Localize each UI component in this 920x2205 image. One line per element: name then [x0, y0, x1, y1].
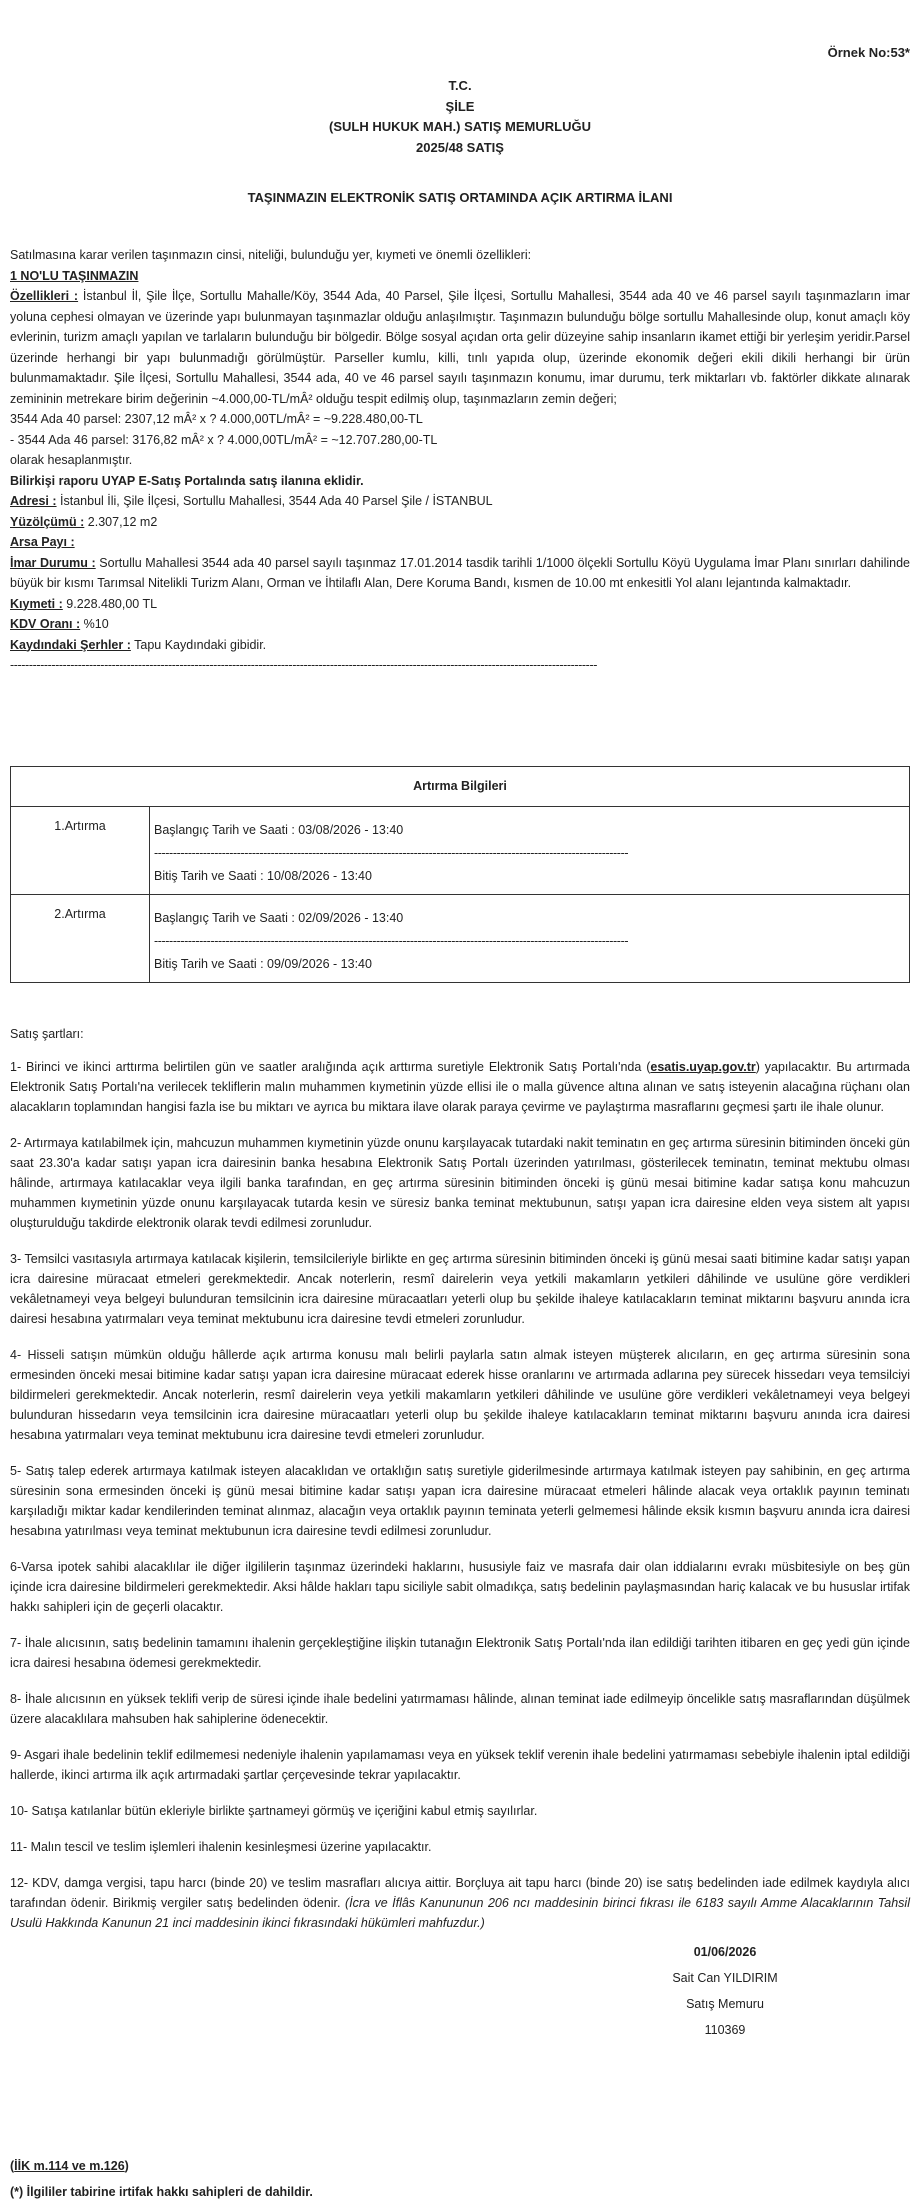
property-heading: 1 NO'LU TAŞINMAZIN: [10, 268, 139, 283]
start-label: Başlangıç Tarih ve Saati :: [154, 822, 299, 837]
signature-id: 110369: [704, 2022, 746, 2037]
auction-dates: [150, 806, 910, 894]
condition-item: 11- Malın tescil ve teslim işlemleri ihalenin kesinleşmesi üzerine yapılacaktır.: [10, 1839, 432, 1854]
end-datetime: [154, 953, 905, 976]
start-datetime: [154, 819, 905, 842]
records-label: Kaydındaki Şerhler :: [10, 637, 131, 652]
end-label: Bitiş Tarih ve Saati :: [154, 956, 268, 971]
value-row: [10, 594, 910, 615]
auction-divider: ------------------------------------------------------------------------------------------------------------------------------: [154, 845, 629, 860]
header-line-4: 2025/48 SATIŞ: [416, 139, 504, 155]
area-row: [10, 512, 910, 533]
area-label: Yüzölçümü :: [10, 514, 85, 529]
end-value: 09/09/2026 - 13:40: [267, 956, 372, 971]
condition-text: ) yapılacaktır. Bu artırmada Elektronik Satış Portalı'na verilecek tekliflerin malın muhammen kıymetinin yüzde ellisi ile o malla güvence altına alınan ve satış isteyenin alacağına rüçhanı olan alacakların toplamından hangisi fazla ise bu miktarı ve ayrıca bu miktara ilave olarak paraya çevirme ve paylaştırma masraflarını geçmesi şartı ile ihale olunur.: [10, 1059, 911, 1114]
end-datetime: [154, 865, 905, 888]
header-line-3: (SULH HUKUK MAH.) SATIŞ MEMURLUĞU: [329, 119, 591, 134]
property-section: [10, 245, 910, 676]
end-value: 10/08/2026 - 13:40: [267, 868, 372, 883]
zoning-value: Sortullu Mahallesi 3544 ada 40 parsel sayılı taşınmaz 17.01.2014 tasdik tarihli 1/1000 ölçekli Sortullu Köyü Uygulama İmar Planı sınırları dahilinde büyük bir kısmı Tarımsal Nitelikli Turizm Alanı, Orman ve İhtilaflı Alan, Dere Koruma Bandı, kısmen de 10.00 mt enkesitli Yol alanı lejantında kalmaktadır.: [10, 555, 910, 590]
condition-item: 7- İhale alıcısının, satış bedelinin tamamını ihalenin gerçekleştiğine ilişkin tutanağın Elektronik Satış Portalı'nda ilan edildiği tarihten itibaren en geç yedi gün içinde icra dairesi hesabına ödemesi gerekmektedir.: [10, 1635, 910, 1670]
condition-item: 6-Varsa ipotek sahibi alacaklılar ile diğer ilgililerin taşınmaz üzerindeki haklarını, hususiyle faiz ve masrafa dair olan iddialarını evrakı müsbitesiyle on beş gün içinde icra dairesine bildirmeleri gerekmektedir. Aksi hâlde hakları tapu siciliyle sabit olmadıkça, satış bedelinin paylaşmasından hariç kalacak ve bu hususlar irtifak hakkı sahipleri için de geçerli olacaktır.: [10, 1559, 910, 1614]
zoning-label: İmar Durumu :: [10, 555, 96, 570]
start-datetime: [154, 907, 905, 930]
footer-paren: ): [124, 2158, 129, 2173]
calc-line-1: 3544 Ada 40 parsel: 2307,12 mÂ² x ? 4.000,00TL/mÂ² = ~9.228.480,00-TL: [10, 412, 423, 426]
condition-legal-note: (İcra ve İflâs Kanununun 206 ncı maddesinin birinci fıkrası ile 6183 sayılı Amme Alacaklarının Tahsil Usulü Hakkında Kanunun 21 inci maddesinin ikinci fıkrasındaki hükümleri mahfuzdur.): [10, 1895, 910, 1930]
intro-text: Satılmasına karar verilen taşınmazın cinsi, niteliği, bulunduğu yer, kıymeti ve önemli özellikleri:: [10, 248, 532, 262]
auction-table-heading: Artırma Bilgileri: [11, 766, 910, 806]
condition-text: 1- Birinci ve ikinci arttırma belirtilen gün ve saatler aralığında açık arttırma suretiyle Elektronik Satış Portalı'nda (: [10, 1059, 651, 1074]
records-row: [10, 635, 910, 656]
start-value: 02/09/2026 - 13:40: [298, 910, 404, 925]
condition-item: 2- Artırmaya katılabilmek için, mahcuzun muhammen kıymetinin yüzde onunu karşılayacak tutardaki nakit teminatın en geç artırma süresinin bitiminden önceki gün saat 23.30'a kadar satışı yapan icra dairesinin banka hesabına Elektronik Satış Portalı üzerinden yatırılması, gösterilecek teminatın, teminat mektubu olması hâlinde, artırmaya katılacaklar veya ilgili banka tarafından, en geç artırma süresinin bitiminden önceki iş günü mesai bitimine kadar satışa konu mahcuzun muhammen kıymetinin yüzde onunu karşılayacak tutarda kesin ve süresiz banka teminat mektubunun, satışı yapan icra dairesine elden veya sistem alt yapısı oluşturulduğu takdirde elektronik olarak tevdi edilmesi zorunludur.: [10, 1135, 910, 1230]
calc-line-2: - 3544 Ada 46 parsel: 3176,82 mÂ² x ? 4.000,00TL/mÂ² = ~12.707.280,00-TL: [10, 432, 438, 447]
features-paragraph: [10, 286, 910, 409]
signature-block: [575, 1939, 875, 2043]
signature-role: Satış Memuru: [686, 1996, 764, 2011]
zoning-row: [10, 553, 910, 594]
address-row: [10, 491, 910, 512]
records-value: Tapu Kaydındaki gibidir.: [130, 637, 267, 652]
condition-item: [10, 1873, 910, 1933]
value-amount: 9.228.480,00 TL: [62, 596, 158, 611]
address-label: Adresi :: [10, 494, 57, 508]
condition-item: [10, 1057, 910, 1117]
auction-number: 2.Artırma: [11, 894, 150, 982]
auction-row-1: [11, 806, 910, 894]
vat-label: KDV Oranı :: [10, 617, 81, 631]
condition-item: 10- Satışa katılanlar bütün ekleriyle birlikte şartnameyi görmüş ve içeriğini kabul etmiş sayılırlar.: [10, 1803, 538, 1818]
start-label: Başlangıç Tarih ve Saati :: [154, 910, 299, 925]
value-label: Kıymeti :: [10, 596, 63, 611]
condition-item: 8- İhale alıcısının en yüksek teklifi verip de süresi içinde ihale bedelini yatırmaması hâlinde, alınan teminat iade edilmeyip öncelikle satış masraflarından düşülmek üzere alacaklılara mahsuben hak sahiplerine ödenecektir.: [10, 1691, 910, 1726]
auction-number: 1.Artırma: [11, 806, 150, 894]
document-title: TAŞINMAZIN ELEKTRONİK SATIŞ ORTAMINDA AÇIK ARTIRMA İLANI: [247, 190, 673, 205]
footer: [10, 2153, 910, 2205]
condition-text: 12- KDV, damga vergisi, tapu harcı (binde 20) ve teslim masrafları alıcıya aittir. Borçluya ait tapu harcı (binde 20) ise satış bedelinden iade edilmek kaydıyla alıcı tarafından ödenir. Birikmiş vergiler satış bedelinden ödenir.: [10, 1875, 910, 1910]
share-label: Arsa Payı :: [10, 535, 75, 549]
auction-table: [10, 766, 910, 983]
vat-row: [10, 614, 910, 635]
auction-dates: [150, 894, 910, 982]
footer-reference-text: İİK m.114 ve m.126: [14, 2158, 125, 2173]
vat-value: %10: [80, 617, 109, 631]
start-value: 03/08/2026 - 13:40: [298, 822, 404, 837]
header-line-2: ŞİLE: [445, 98, 475, 114]
auction-divider: ------------------------------------------------------------------------------------------------------------------------------: [154, 933, 629, 948]
auction-row-2: [11, 894, 910, 982]
condition-item: 3- Temsilci vasıtasıyla artırmaya katılacak kişilerin, temsilcileriyle birlikte en geç artırma süresinin bitiminden önceki iş günü mesai saati bitimine kadar satışı yapan icra dairesine müracaat etmeleri gerekmektedir. Ancak noterlerin, resmî dairelerin veya yetkili makamların yetkileri dâhilinde ve usulüne göre verdikleri vekâletnameyi veya belgeyi bulunduran temsilcinin icra dairesine müracaatları yeterli olup bu şekilde ihaleye katılacakların teminat miktarını başvuru anında icra dairesi hesabına yatırmaları veya teminat mektubunu icra dairesine tevdi etmeleri zorunludur.: [10, 1251, 910, 1326]
address-value: İstanbul İli, Şile İlçesi, Sortullu Mahallesi, 3544 Ada 40 Parsel Şile / İSTANBUL: [56, 494, 493, 508]
footer-paren: (: [10, 2158, 15, 2173]
conditions-heading: Satış şartları:: [10, 1026, 84, 1041]
features-text: İstanbul İl, Şile İlçe, Sortullu Mahalle/Köy, 3544 Ada, 40 Parsel, Şile İlçesi, Sortullu Mahallesi, 3544 ada 40 ve 46 parsel sayılı taşınmazların imar yoluna cephesi olmayan ve üzerinde yapı bulunmayan taşınmazlar olduğu anlaşılmıştır. Taşınmazın bulunduğu bölge sortullu Mahallesinde olup, konut amaçlı köy evlerinin, turizm amaçlı yapılan ve tarlaların bulunduğu bir bölgedir. Bölge sosyal açıdan orta gelir düzeyine sahip insanların ikamet ettiği bir yerleşim yeridir.Parsel üzerinde herhangi bir yapı bulunmadığı görülmüştür. Parseller kumlu, killi, tınlı yapıda olup, üzerinde ekonomik değeri ekili dikili herhangi bir ürün bulunmamaktadır. Şile İlçesi, Sortullu Mahallesi, 3544 ada, 40 ve 46 parsel sayılı taşınmazın konumu, imar durumu, terk miktarları vb. faktörler dikkate alınarak zemininin metrekare birim değerinin ~4.000,00-TL/mÂ² olduğu tespit edilmiş olup, taşınmazların zemin değeri;: [10, 289, 910, 406]
share-row: [10, 532, 910, 553]
calc-line-3: olarak hesaplanmıştır.: [10, 453, 133, 467]
sample-number: Örnek No:53*: [827, 45, 910, 60]
divider-line: ------------------------------------------------------------------------------------------------------------------------------------------------------------: [10, 658, 597, 672]
signature-date: 01/06/2026: [693, 1944, 757, 1959]
footer-reference: [10, 2153, 910, 2179]
area-value: 2.307,12 m2: [84, 514, 158, 529]
features-label: Özellikleri :: [10, 289, 79, 303]
condition-item: 9- Asgari ihale bedelinin teklif edilmemesi nedeniyle ihalenin yapılamaması veya en yüksek teklif verenin ihale bedelini yatırmaması sebebiyle ihalenin iptal edildiği hallerde, ikinci artırma ilk açık artırmadaki şartlar çerçevesinde tekrar yapılacaktır.: [10, 1747, 910, 1782]
document-header: [10, 0, 910, 158]
end-label: Bitiş Tarih ve Saati :: [154, 868, 268, 883]
esatis-link[interactable]: esatis.uyap.gov.tr: [650, 1059, 756, 1074]
header-line-1: T.C.: [448, 78, 472, 93]
report-note: Bilirkişi raporu UYAP E-Satış Portalında satış ilanına eklidir.: [10, 473, 364, 488]
conditions-list: [10, 1057, 910, 1933]
condition-item: 5- Satış talep ederek artırmaya katılmak isteyen alacaklıdan ve ortaklığın satış suretiyle giderilmesinde artırmaya katılmak isteyen pay sahibinin, en geç artırma süresinin sona ermesinden önceki iş günü mesai bitimine kadar satışı yapan icra dairesine müracaat etmeleri hâlinde alacak veya ortaklık payının teminatı karşıladığı miktar kadar kendilerinden teminat alınmaz, alacağın veya ortaklık payının teminata yeterli gelmemesi hâlinde eksik kısmın başvuru anında icra dairesi hesabına yatırılması veya teminat mektubunun icra dairesine tevdi edilmesi zorunludur.: [10, 1463, 910, 1538]
condition-item: 4- Hisseli satışın mümkün olduğu hâllerde açık artırma konusu malı belirli paylarla satın almak isteyen müşterek alıcıların, en geç artırma süresinin sona ermesinden önceki mesai bitimine kadar satışı yapan icra dairesine müracaat ederek hisse oranlarını ve artırmada adlarına pey sürecek hissedarı veya temsilciyi bildirmeleri gerekmektedir. Ancak noterlerin, resmî dairelerin veya yetkili makamların yetkileri dâhilinde ve usulüne göre verdikleri vekâletnameyi veya belgeyi bulunduran hissedarın veya temsilcinin icra dairesine müracaatları yeterli olup bu şekilde ihaleye katılacakların teminat miktarını başvuru anında icra dairesi hesabına yatırmaları veya teminat mektubunu icra dairesine tevdi etmeleri zorunludur.: [10, 1347, 910, 1442]
footer-note: (*) İlgililer tabirine irtifak hakkı sahipleri de dahildir.: [10, 2184, 313, 2199]
signature-name: Sait Can YILDIRIM: [672, 1970, 778, 1985]
